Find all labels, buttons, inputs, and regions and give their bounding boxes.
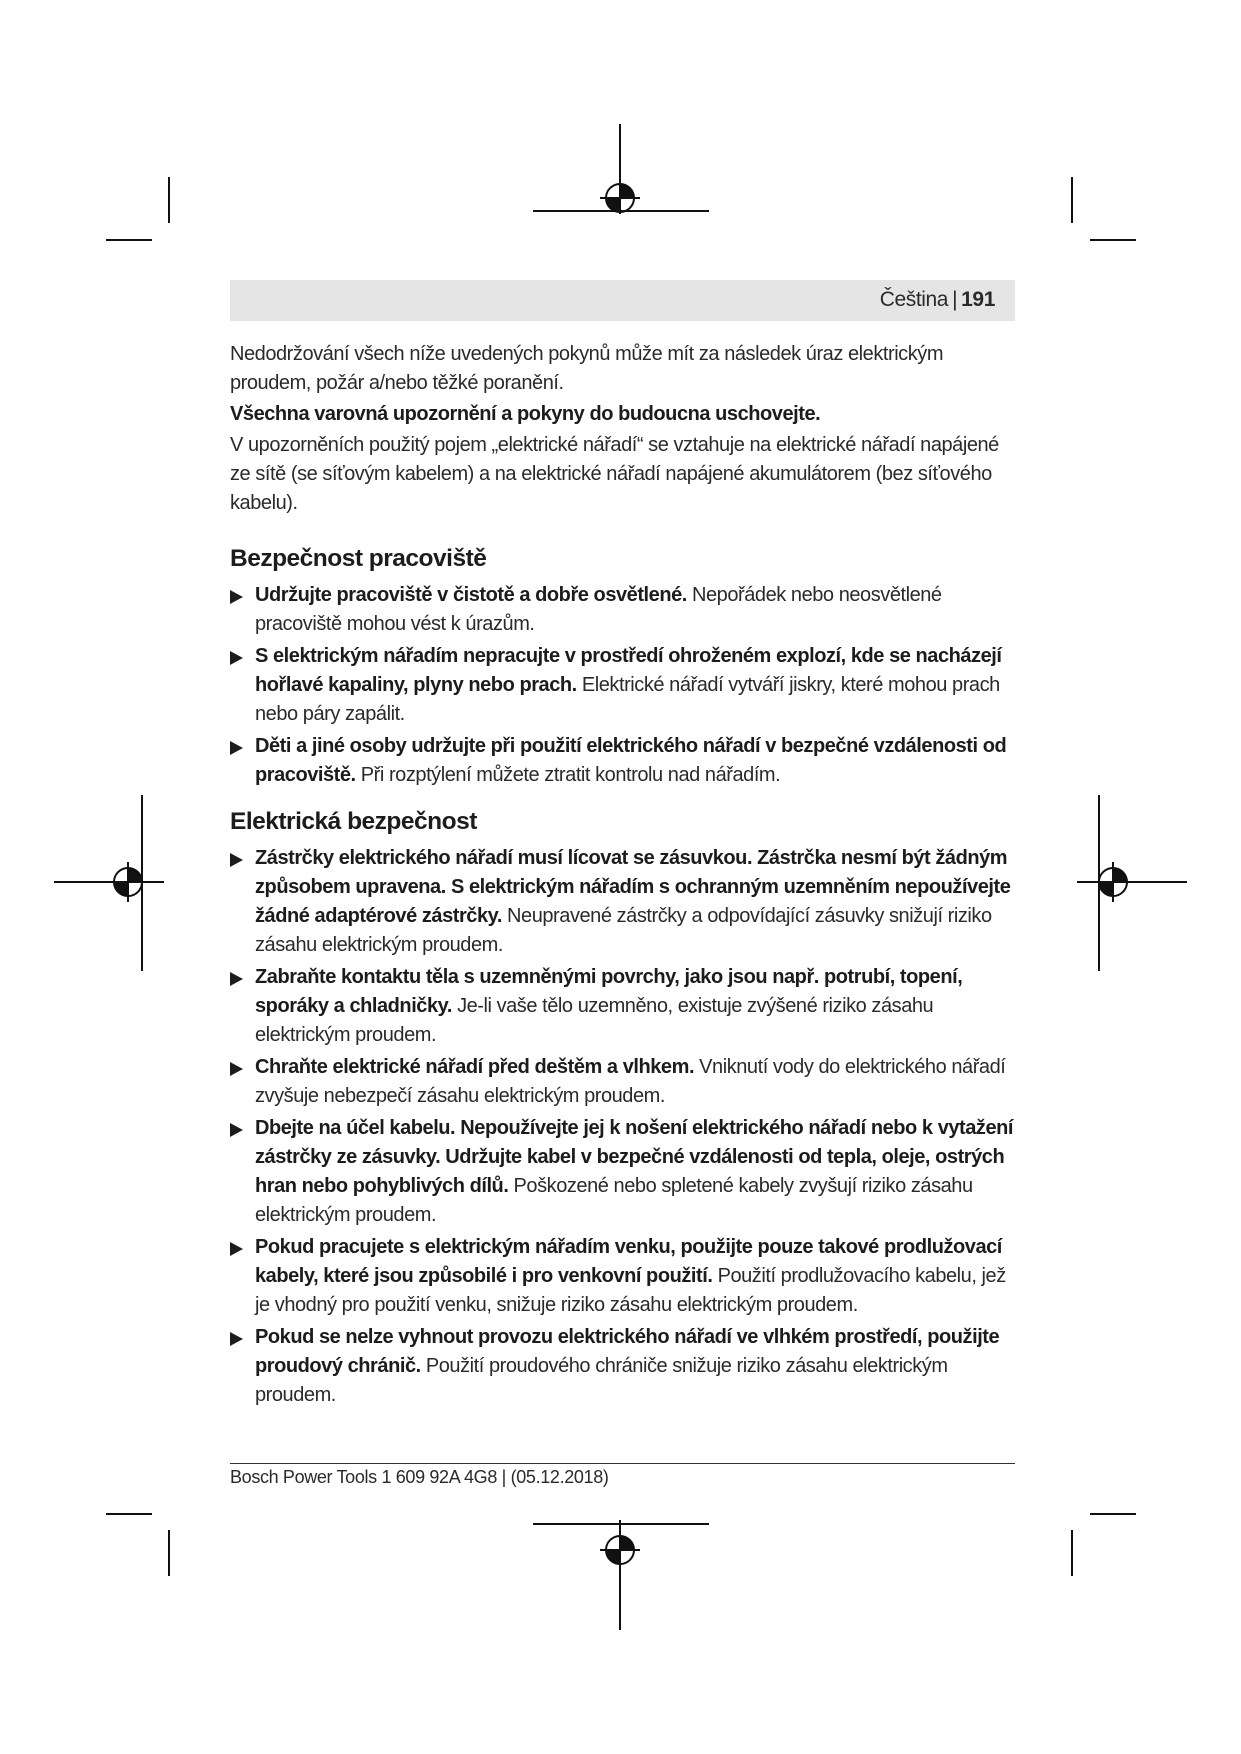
item-text: Je-li vaše tělo uzemněno, existuje zvýšené riziko zásahu elektrickým proudem. <box>255 995 934 1046</box>
bullet-triangle-icon <box>230 972 243 986</box>
list-item <box>230 1114 1020 1230</box>
electrical-safety-list <box>230 844 1020 1410</box>
registration-target-icon <box>1077 795 1187 971</box>
registration-target-icon <box>54 795 164 971</box>
item-text: Vniknutí vody do elektrického nářadí zvyšuje nebezpečí zásahu elektrickým proudem. <box>255 1056 1006 1107</box>
list-item <box>230 581 1020 639</box>
section-heading-workplace-safety: Bezpečnost pracoviště <box>230 545 487 572</box>
bullet-triangle-icon <box>230 651 243 665</box>
item-bold-text: Zabraňte kontaktu těla s uzemněnými povrchy, jako jsou např. potrubí, topení, sporáky a chladničky. <box>255 966 963 1017</box>
item-bold-text: Pokud pracujete s elektrickým nářadím venku, použijte pouze takové prodlužovací kabely, které jsou způsobilé i pro venkovní použití. <box>255 1236 1002 1287</box>
workplace-safety-list <box>230 581 1020 790</box>
page-header <box>230 280 1015 321</box>
bullet-triangle-icon <box>230 741 243 755</box>
header-language: Čeština <box>879 288 949 311</box>
item-bold-text: Chraňte elektrické nářadí před deštěm a vlhkem. <box>255 1056 695 1078</box>
list-item <box>230 642 1020 729</box>
list-item <box>230 732 1020 790</box>
item-text: Použití proudového chrániče snižuje riziko zásahu elektrickým proudem. <box>255 1355 948 1406</box>
footer-rule <box>230 1463 1015 1464</box>
crop-mark <box>1071 177 1073 223</box>
crop-mark <box>168 177 170 223</box>
bullet-triangle-icon <box>230 1242 243 1256</box>
bullet-triangle-icon <box>230 1332 243 1346</box>
item-text: Poškozené nebo spletené kabely zvyšují riziko zásahu elektrickým proudem. <box>255 1175 973 1226</box>
item-bold-text: Udržujte pracoviště v čistotě a dobře osvětlené. <box>255 584 687 606</box>
crop-mark <box>106 1513 152 1515</box>
crop-mark <box>1090 1513 1136 1515</box>
registration-target-icon <box>533 124 709 224</box>
item-text: Použití prodlužovacího kabelu, jež je vhodný pro použití venku, snižuje riziko zásahu elektrickým proudem. <box>255 1265 1006 1316</box>
list-item <box>230 1323 1020 1410</box>
item-bold-text: Zástrčky elektrického nářadí musí lícovat se zásuvkou. Zástrčka nesmí být žádným způsobem upravena. S elektrickým nářadím s ochranným uzemněním nepoužívejte žádné adaptérové zástrčky. <box>255 847 1011 927</box>
item-text: Nepořádek nebo neosvětlené pracoviště mohou vést k úrazům. <box>255 584 942 635</box>
bullet-triangle-icon <box>230 853 243 867</box>
list-item <box>230 963 1020 1050</box>
crop-mark <box>1090 239 1136 241</box>
item-bold-text: Pokud se nelze vyhnout provozu elektrického nářadí ve vlhkém prostředí, použijte proudový chránič. <box>255 1326 1000 1377</box>
item-text: Neupravené zástrčky a odpovídající zásuvky snižují riziko zásahu elektrickým proudem. <box>255 905 992 956</box>
bullet-triangle-icon <box>230 1062 243 1076</box>
bullet-triangle-icon <box>230 1123 243 1137</box>
item-text: Elektrické nářadí vytváří jiskry, které mohou prach nebo páry zapálit. <box>255 674 1000 725</box>
header-text <box>880 288 995 312</box>
crop-mark <box>106 239 152 241</box>
item-bold-text: S elektrickým nářadím nepracujte v prostředí ohroženém explozí, kde se nacházejí hořlavé kapaliny, plyny nebo prach. <box>255 645 1002 696</box>
list-item <box>230 844 1020 960</box>
item-bold-text: Děti a jiné osoby udržujte při použití elektrického nářadí v bezpečné vzdálenosti od pracoviště. <box>255 735 1007 786</box>
page-footer: Bosch Power Tools 1 609 92A 4G8 | (05.12.2018) <box>230 1467 609 1487</box>
item-bold-text: Dbejte na účel kabelu. Nepoužívejte jej k nošení elektrického nářadí nebo k vytažení zástrčky ze zásuvky. Udržujte kabel v bezpečné vzdálenosti od tepla, oleje, ostrých hran nebo pohyblivých dílů. <box>255 1117 1014 1197</box>
list-item <box>230 1233 1020 1320</box>
crop-mark <box>168 1530 170 1576</box>
header-separator: | <box>952 288 958 311</box>
registration-target-icon <box>533 1520 709 1630</box>
intro-bold-line: Všechna varovná upozornění a pokyny do budoucna uschovejte. <box>230 403 821 425</box>
item-text: Při rozptýlení můžete ztratit kontrolu nad nářadím. <box>360 764 781 786</box>
section-heading-electrical-safety: Elektrická bezpečnost <box>230 808 477 835</box>
list-item <box>230 1053 1020 1111</box>
page-content <box>230 340 1020 1413</box>
page-number: 191 <box>961 288 995 311</box>
crop-mark <box>1071 1530 1073 1576</box>
intro-paragraph: V upozorněních použitý pojem „elektrické nářadí“ se vztahuje na elektrické nářadí napájené ze sítě (se síťovým kabelem) a na elektrické nářadí napájené akumulátorem (bez síťového kabelu). <box>230 434 999 514</box>
bullet-triangle-icon <box>230 590 243 604</box>
intro-paragraph: Nedodržování všech níže uvedených pokynů může mít za následek úraz elektrickým proudem, požár a/nebo těžké poranění. <box>230 343 944 394</box>
